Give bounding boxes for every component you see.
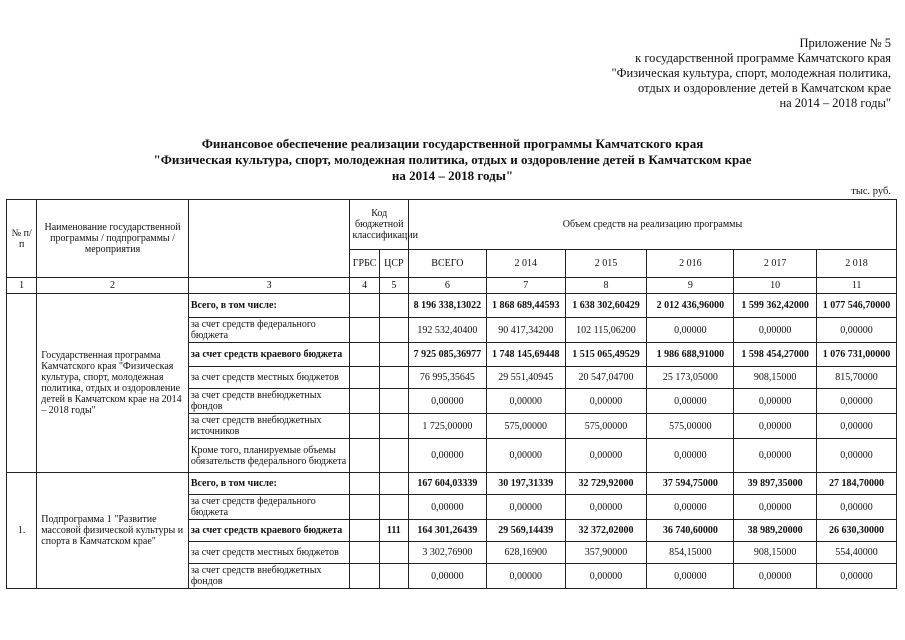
col-number: 9 (647, 278, 734, 294)
year-value: 908,15000 (734, 542, 817, 564)
year-value: 0,00000 (647, 564, 734, 589)
year-value: 815,70000 (817, 367, 897, 389)
grbs-code (350, 473, 379, 495)
total-value: 0,00000 (409, 439, 487, 473)
total-value: 164 301,26439 (409, 520, 487, 542)
col-number: 2 (37, 278, 189, 294)
year-value: 36 740,60000 (647, 520, 734, 542)
total-value: 1 725,00000 (409, 414, 487, 439)
year-value: 0,00000 (486, 439, 565, 473)
funding-source-label: за счет средств внебюджетных фондов (188, 389, 350, 414)
year-value: 27 184,70000 (817, 473, 897, 495)
year-value: 575,00000 (647, 414, 734, 439)
year-value: 575,00000 (486, 414, 565, 439)
csr-code (379, 343, 408, 367)
year-value: 0,00000 (817, 564, 897, 589)
appendix-line: отдых и оздоровление детей в Камчатском крае (638, 81, 891, 95)
header-grbs: ГРБС (350, 250, 379, 278)
year-value: 0,00000 (734, 414, 817, 439)
year-value: 32 729,92000 (565, 473, 647, 495)
year-value: 0,00000 (565, 389, 647, 414)
program-row (7, 294, 897, 318)
appendix-line: на 2014 – 2018 годы" (779, 96, 891, 110)
year-value: 0,00000 (734, 564, 817, 589)
csr-code (379, 473, 408, 495)
year-value: 29 551,40945 (486, 367, 565, 389)
grbs-code (350, 564, 379, 589)
grbs-code (350, 389, 379, 414)
total-value: 3 302,76900 (409, 542, 487, 564)
year-value: 0,00000 (817, 414, 897, 439)
year-value: 102 115,06200 (565, 318, 647, 343)
year-value: 0,00000 (486, 389, 565, 414)
grbs-code (350, 520, 379, 542)
csr-code (379, 439, 408, 473)
year-value: 0,00000 (734, 495, 817, 520)
col-number: 4 (350, 278, 379, 294)
header-num: № п/п (7, 200, 37, 278)
funding-source-label: за счет средств внебюджетных источников (188, 414, 350, 439)
year-value: 1 076 731,00000 (817, 343, 897, 367)
year-value: 0,00000 (647, 495, 734, 520)
year-value: 0,00000 (647, 389, 734, 414)
csr-code (379, 294, 408, 318)
year-value: 1 077 546,70000 (817, 294, 897, 318)
funding-source-label: за счет средств краевого бюджета (188, 520, 350, 542)
csr-code (379, 414, 408, 439)
year-value: 1 638 302,60429 (565, 294, 647, 318)
year-value: 0,00000 (817, 318, 897, 343)
grbs-code (350, 439, 379, 473)
financing-table (6, 199, 897, 589)
csr-code (379, 564, 408, 589)
year-value: 0,00000 (486, 564, 565, 589)
year-value: 39 897,35000 (734, 473, 817, 495)
total-value: 0,00000 (409, 564, 487, 589)
col-number: 5 (379, 278, 408, 294)
total-value: 76 995,35645 (409, 367, 487, 389)
csr-code: 111 (379, 520, 408, 542)
funding-source-label: за счет средств краевого бюджета (188, 343, 350, 367)
funding-source-label: Кроме того, планируемые объемы обязательств федерального бюджета (188, 439, 350, 473)
header-volume: Объем средств на реализацию программы (409, 200, 897, 250)
document-title (0, 136, 905, 184)
grbs-code (350, 495, 379, 520)
grbs-code (350, 318, 379, 343)
year-value: 0,00000 (565, 439, 647, 473)
year-value: 1 598 454,27000 (734, 343, 817, 367)
header-year: 2 017 (734, 250, 817, 278)
appendix-block (551, 36, 891, 111)
grbs-code (350, 414, 379, 439)
header-name: Наименование государственной программы / подпрограммы / мероприятия (37, 200, 189, 278)
year-value: 20 547,04700 (565, 367, 647, 389)
title-line: на 2014 – 2018 годы" (391, 168, 514, 183)
csr-code (379, 495, 408, 520)
col-number: 1 (7, 278, 37, 294)
year-value: 0,00000 (734, 389, 817, 414)
subprogram-number: 1. (7, 473, 37, 589)
grbs-code (350, 542, 379, 564)
header-total: ВСЕГО (409, 250, 487, 278)
col-number: 8 (565, 278, 647, 294)
title-line: "Физическая культура, спорт, молодежная политика, отдых и оздоровление детей в Камчатском крае (153, 152, 752, 167)
funding-source-label: Всего, в том числе: (188, 294, 350, 318)
total-value: 0,00000 (409, 495, 487, 520)
appendix-line: "Физическая культура, спорт, молодежная политика, (611, 66, 891, 80)
appendix-line: к государственной программе Камчатского края (635, 51, 891, 65)
year-value: 26 630,30000 (817, 520, 897, 542)
year-value: 1 986 688,91000 (647, 343, 734, 367)
program-number (7, 294, 37, 473)
header-csr: ЦСР (379, 250, 408, 278)
title-line: Финансовое обеспечение реализации государственной программы Камчатского края (201, 136, 704, 151)
appendix-line: Приложение № 5 (799, 36, 891, 50)
year-value: 0,00000 (565, 495, 647, 520)
col-number: 11 (817, 278, 897, 294)
header-year: 2 015 (565, 250, 647, 278)
col-number: 3 (188, 278, 350, 294)
subprogram-row (7, 473, 897, 495)
year-value: 25 173,05000 (647, 367, 734, 389)
program-name: Государственная программа Камчатского края "Физическая культура, спорт, молодежная политика, отдых и оздоровление детей в Камчатском крае на 2014 – 2018 годы" (37, 294, 189, 473)
year-value: 0,00000 (817, 495, 897, 520)
year-value: 0,00000 (647, 318, 734, 343)
csr-code (379, 542, 408, 564)
year-value: 628,16900 (486, 542, 565, 564)
year-value: 357,90000 (565, 542, 647, 564)
year-value: 854,15000 (647, 542, 734, 564)
year-value: 37 594,75000 (647, 473, 734, 495)
year-value: 32 372,02000 (565, 520, 647, 542)
year-value: 575,00000 (565, 414, 647, 439)
funding-source-label: за счет средств федерального бюджета (188, 495, 350, 520)
csr-code (379, 389, 408, 414)
column-number-row (7, 278, 897, 294)
col-number: 10 (734, 278, 817, 294)
grbs-code (350, 367, 379, 389)
year-value: 1 515 065,49529 (565, 343, 647, 367)
year-value: 1 599 362,42000 (734, 294, 817, 318)
total-value: 167 604,03339 (409, 473, 487, 495)
year-value: 90 417,34200 (486, 318, 565, 343)
total-value: 8 196 338,13022 (409, 294, 487, 318)
header-year: 2 018 (817, 250, 897, 278)
units-label: тыс. руб. (851, 186, 891, 197)
year-value: 2 012 436,96000 (647, 294, 734, 318)
year-value: 1 748 145,69448 (486, 343, 565, 367)
year-value: 30 197,31339 (486, 473, 565, 495)
funding-source-label: за счет средств внебюджетных фондов (188, 564, 350, 589)
year-value: 38 989,20000 (734, 520, 817, 542)
year-value: 0,00000 (647, 439, 734, 473)
year-value: 0,00000 (734, 439, 817, 473)
col-number: 7 (486, 278, 565, 294)
year-value: 908,15000 (734, 367, 817, 389)
year-value: 554,40000 (817, 542, 897, 564)
grbs-code (350, 343, 379, 367)
funding-source-label: Всего, в том числе: (188, 473, 350, 495)
funding-source-label: за счет средств местных бюджетов (188, 367, 350, 389)
header-year: 2 016 (647, 250, 734, 278)
total-value: 7 925 085,36977 (409, 343, 487, 367)
funding-source-label: за счет средств федерального бюджета (188, 318, 350, 343)
col-number: 6 (409, 278, 487, 294)
csr-code (379, 318, 408, 343)
total-value: 192 532,40400 (409, 318, 487, 343)
year-value: 0,00000 (734, 318, 817, 343)
year-value: 0,00000 (565, 564, 647, 589)
header-code: Код бюджетной классификации (350, 200, 409, 250)
total-value: 0,00000 (409, 389, 487, 414)
year-value: 1 868 689,44593 (486, 294, 565, 318)
year-value: 29 569,14439 (486, 520, 565, 542)
year-value: 0,00000 (817, 389, 897, 414)
year-value: 0,00000 (486, 495, 565, 520)
grbs-code (350, 294, 379, 318)
header-year: 2 014 (486, 250, 565, 278)
year-value: 0,00000 (817, 439, 897, 473)
funding-source-label: за счет средств местных бюджетов (188, 542, 350, 564)
subprogram-name: Подпрограмма 1 "Развитие массовой физической культуры и спорта в Камчатском крае" (37, 473, 189, 589)
csr-code (379, 367, 408, 389)
header-measure (188, 200, 350, 278)
